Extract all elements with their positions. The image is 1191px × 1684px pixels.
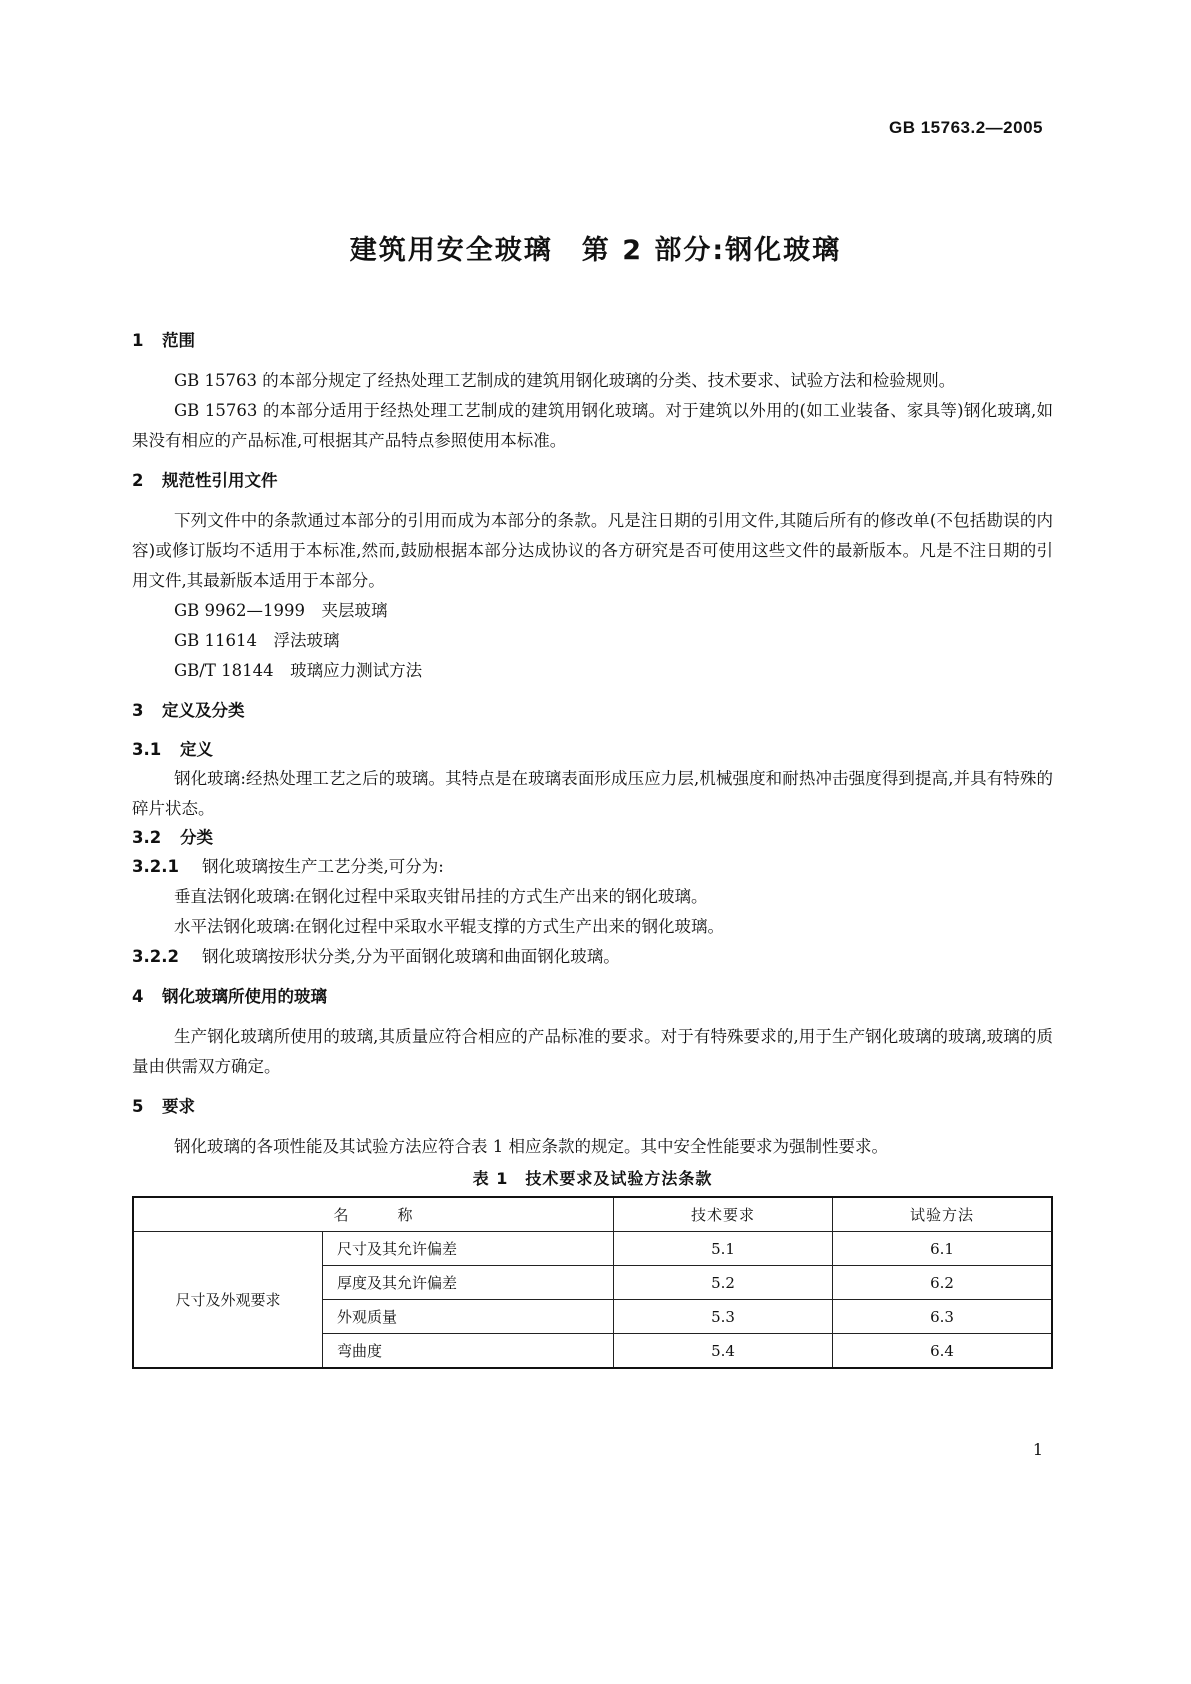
- table-row: [133, 1232, 1052, 1266]
- method-cell: 6.4: [833, 1334, 1053, 1369]
- table-header-row: [133, 1197, 1052, 1232]
- clause-text: 钢化玻璃按形状分类,分为平面钢化玻璃和曲面钢化玻璃。: [202, 947, 620, 966]
- section-title: 要求: [162, 1097, 195, 1116]
- section-number: 3.1: [132, 740, 162, 759]
- document-body: [132, 330, 1053, 1369]
- section-3-1-para: 钢化玻璃:经热处理工艺之后的玻璃。其特点是在玻璃表面形成压应力层,机械强度和耐热冲击强度得到提高,并具有特殊的碎片状态。: [132, 769, 1053, 818]
- method-cell: 6.1: [833, 1232, 1053, 1266]
- header-name: 名 称: [133, 1197, 614, 1232]
- section-title: 分类: [180, 828, 213, 847]
- section-title: 范围: [162, 331, 195, 350]
- section-number: 2: [132, 471, 144, 490]
- item-cell: 外观质量: [323, 1300, 614, 1334]
- method-cell: 6.3: [833, 1300, 1053, 1334]
- requirement-cell: 5.4: [614, 1334, 833, 1369]
- section-4-para: 生产钢化玻璃所使用的玻璃,其质量应符合相应的产品标准的要求。对于有特殊要求的,用于生产钢化玻璃的玻璃,玻璃的质量由供需双方确定。: [132, 1027, 1053, 1076]
- section-3-heading: [132, 700, 1053, 722]
- section-3-2-heading: [132, 824, 1053, 852]
- clause-number: 3.2.2: [132, 947, 179, 966]
- clause-3-2-1-item: 水平法钢化玻璃:在钢化过程中采取水平辊支撑的方式生产出来的钢化玻璃。: [174, 917, 725, 936]
- section-1-heading: [132, 330, 1053, 352]
- section-5-heading: [132, 1096, 1053, 1118]
- section-4-heading: [132, 986, 1053, 1008]
- section-number: 1: [132, 331, 144, 350]
- section-5-para: 钢化玻璃的各项性能及其试验方法应符合表 1 相应条款的规定。其中安全性能要求为强制性要求。: [174, 1137, 888, 1156]
- section-1-para-2: GB 15763 的本部分适用于经热处理工艺制成的建筑用钢化玻璃。对于建筑以外用的(如工业装备、家具等)钢化玻璃,如果没有相应的产品标准,可根据其产品特点参照使用本标准。: [132, 401, 1053, 450]
- section-title: 钢化玻璃所使用的玻璃: [162, 987, 327, 1006]
- reference-item: GB 11614 浮法玻璃: [174, 631, 340, 650]
- section-number: 5: [132, 1097, 144, 1116]
- clause-3-2-1-item: 垂直法钢化玻璃:在钢化过程中采取夹钳吊挂的方式生产出来的钢化玻璃。: [174, 887, 708, 906]
- requirement-cell: 5.2: [614, 1266, 833, 1300]
- reference-item: GB/T 18144 玻璃应力测试方法: [174, 661, 423, 680]
- section-number: 3.2: [132, 828, 162, 847]
- method-cell: 6.2: [833, 1266, 1053, 1300]
- section-1-para-1: GB 15763 的本部分规定了经热处理工艺制成的建筑用钢化玻璃的分类、技术要求、试验方法和检验规则。: [174, 371, 956, 390]
- clause-3-2-1: [132, 852, 1053, 882]
- section-2-para: 下列文件中的条款通过本部分的引用而成为本部分的条款。凡是注日期的引用文件,其随后所有的修改单(不包括勘误的内容)或修订版均不适用于本标准,然而,鼓励根据本部分达成协议的各方研究是否可使用这些文件的最新版本。凡是不注日期的引用文件,其最新版本适用于本部分。: [132, 511, 1053, 590]
- header-method: 试验方法: [833, 1197, 1053, 1232]
- section-3-1-heading: [132, 736, 1053, 764]
- page-number: 1: [1032, 1440, 1043, 1459]
- section-2-heading: [132, 470, 1053, 492]
- section-title: 定义: [180, 740, 213, 759]
- section-number: 3: [132, 701, 144, 720]
- item-cell: 厚度及其允许偏差: [323, 1266, 614, 1300]
- clause-text: 钢化玻璃按生产工艺分类,可分为:: [202, 857, 444, 876]
- clause-3-2-2: [132, 942, 1053, 972]
- group-cell: 尺寸及外观要求: [133, 1232, 323, 1369]
- document-title: 建筑用安全玻璃 第 2 部分:钢化玻璃: [349, 235, 842, 266]
- item-cell: 尺寸及其允许偏差: [323, 1232, 614, 1266]
- requirement-cell: 5.1: [614, 1232, 833, 1266]
- reference-item: GB 9962—1999 夹层玻璃: [174, 601, 388, 620]
- section-number: 4: [132, 987, 144, 1006]
- standard-code: GB 15763.2—2005: [889, 118, 1043, 137]
- clause-number: 3.2.1: [132, 857, 179, 876]
- section-title: 定义及分类: [162, 701, 245, 720]
- section-title: 规范性引用文件: [162, 471, 278, 490]
- requirement-cell: 5.3: [614, 1300, 833, 1334]
- table-caption: 表 1 技术要求及试验方法条款: [472, 1169, 713, 1188]
- item-cell: 弯曲度: [323, 1334, 614, 1369]
- requirements-table: [132, 1196, 1053, 1369]
- header-requirement: 技术要求: [614, 1197, 833, 1232]
